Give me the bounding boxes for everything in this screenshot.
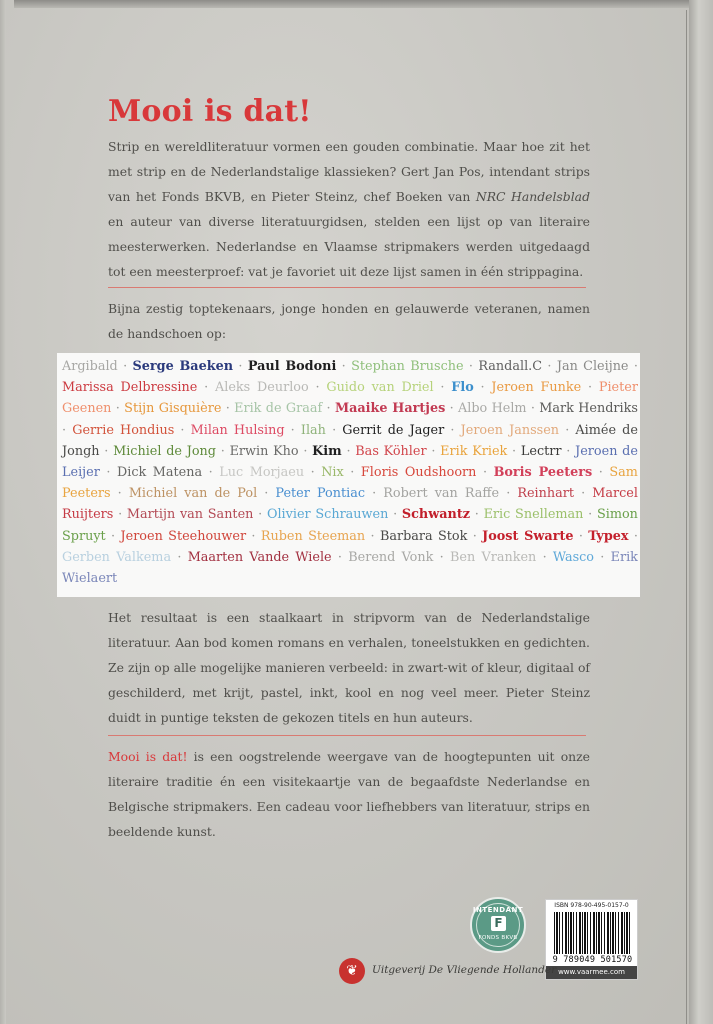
name-separator: · — [507, 443, 521, 459]
name-separator: · — [628, 359, 638, 374]
name-separator: · — [365, 486, 384, 502]
name-separator: · — [473, 380, 492, 396]
artist-name: Stijn Gisquière — [124, 401, 222, 417]
artist-name: Gerrie Hondius — [72, 422, 175, 438]
name-separator: · — [628, 528, 638, 544]
name-separator: · — [322, 401, 335, 417]
name-separator: · — [304, 465, 322, 481]
artist-name: Milan Hulsing — [190, 422, 285, 438]
name-separator: · — [257, 486, 276, 502]
artist-name: Stephan Brusche — [351, 359, 464, 374]
intro-italic: NRC Handelsblad — [475, 189, 591, 204]
artist-name: Ben Vranken — [450, 549, 537, 565]
barcode-bars — [554, 912, 632, 954]
name-separator: · — [433, 380, 452, 396]
artist-name: Schwantz — [401, 507, 471, 523]
divider-rule — [108, 735, 586, 736]
artist-name: Lectrr — [520, 443, 562, 459]
name-separator: · — [444, 422, 461, 438]
name-separator: · — [559, 422, 576, 438]
artist-name: Marcel Ruijters — [62, 486, 638, 523]
name-separator: · — [113, 507, 127, 523]
name-separator: · — [365, 528, 380, 544]
intro-text-1: Strip en wereldliteratuur vormen een gouden combinatie. Maar hoe zit het met strip en de Nederlandstalige klassieken? Gert Jan Pos, intendant strips van het Fonds BKVB, en Pieter Steinz, chef Boeken van — [108, 139, 590, 204]
name-separator: · — [246, 528, 261, 544]
artist-name: Jeroen Steehouwer — [120, 528, 247, 544]
artist-name: Typex — [588, 528, 629, 544]
publisher-name: Uitgeverij De Vliegende Hollander — [372, 964, 557, 976]
name-separator: · — [561, 443, 576, 459]
artist-name: Jeroen de Leijer — [62, 443, 638, 481]
name-separator: · — [197, 380, 215, 396]
name-separator: · — [573, 528, 589, 544]
artist-name: Luc Morjaeu — [219, 465, 305, 481]
artist-name: Bas Köhler — [355, 443, 427, 459]
name-separator: · — [426, 443, 441, 459]
name-separator: · — [298, 443, 313, 459]
artist-name: Ilah — [300, 422, 326, 438]
book-spine — [689, 0, 713, 1024]
name-separator: · — [583, 507, 597, 523]
artist-name: Olivier Schrauwen — [266, 507, 389, 523]
name-separator: · — [526, 401, 540, 417]
artist-name: Peter Pontiac — [275, 486, 366, 502]
artist-name: Simon Spruyt — [62, 507, 638, 544]
closing-text: is een oogstrelende weergave van de hoogtepunten uit onze literaire traditie én een visitekaartje van de begaafdste Nederlandse en Belgische stripmakers. Een cadeau voor liefhebbers van literatuur, strips en beeldende kunst. — [108, 749, 591, 839]
artist-name: Ruben Steeman — [260, 528, 366, 544]
name-separator: · — [476, 465, 494, 481]
isbn-text: ISBN 978-90-495-0157-0 — [554, 902, 629, 909]
artist-name: Guido van Driel — [326, 380, 434, 396]
name-separator: · — [463, 359, 479, 374]
artist-name: Floris Oudshoorn — [360, 465, 477, 481]
barcode-number: 9 789049 501570 — [552, 955, 633, 965]
artist-name: Michiel de Jong — [113, 443, 216, 459]
artist-name: Michiel van de Pol — [128, 486, 258, 502]
artist-name: Aimée de Jongh — [62, 422, 638, 459]
name-separator: · — [445, 401, 459, 417]
name-separator: · — [331, 549, 349, 565]
artist-name: Gerrit de Jager — [342, 422, 445, 438]
name-separator: · — [62, 422, 73, 438]
name-separator: · — [433, 549, 450, 565]
artist-name: Erik Kriek — [440, 443, 508, 459]
closing-highlight: Mooi is dat! — [108, 749, 188, 764]
name-separator: · — [581, 380, 599, 396]
artist-name: Reinhart — [517, 486, 575, 502]
name-separator: · — [574, 486, 593, 502]
publisher-url: www.vaarmee.com — [546, 966, 637, 979]
name-separator: · — [110, 486, 129, 502]
artist-name: Maaike Hartjes — [334, 401, 446, 417]
artist-name: Berend Vonk — [348, 549, 434, 565]
divider-rule — [108, 287, 586, 288]
name-separator: · — [202, 465, 220, 481]
artist-name: Pieter Geenen — [62, 380, 638, 417]
name-separator: · — [388, 507, 402, 523]
name-separator: · — [467, 528, 483, 544]
lead-paragraph: Bijna zestig toptekenaars, jonge honden en gelauwerde veteranen, namen de handschoen op: — [108, 301, 590, 341]
artist-name: Nix — [321, 465, 344, 481]
closing-paragraph — [108, 744, 590, 844]
artist-name: Erwin Kho — [229, 443, 299, 459]
name-separator: · — [111, 401, 125, 417]
artist-name: Erik de Graaf — [234, 401, 323, 417]
name-separator: · — [105, 528, 121, 544]
intro-text-2: en auteur van diverse literatuurgidsen, stelden een lijst op van literaire meesterwerken. Nederlandse en Vlaamse stripmakers werden uitgedaagd tot een meesterproef: vat je favoriet uit deze lijst samen in één strippagina. — [108, 214, 590, 279]
badge-top-text: INTENDANT — [472, 906, 524, 914]
top-edge — [14, 0, 704, 8]
name-separator: · — [594, 549, 611, 565]
name-separator: · — [542, 359, 557, 374]
artist-list — [62, 356, 638, 589]
name-separator: · — [499, 486, 518, 502]
badge-bottom-text: FONDS BKVB — [478, 935, 518, 941]
name-separator: · — [343, 465, 361, 481]
artist-name: Erik Wielaert — [62, 549, 638, 587]
artist-name: Flo — [451, 380, 474, 396]
name-separator: · — [536, 549, 553, 565]
name-separator: · — [99, 443, 114, 459]
publisher-logo-icon: ❦ — [339, 958, 365, 984]
artist-name: Albo Helm — [458, 401, 527, 417]
name-separator: · — [253, 507, 267, 523]
artist-name: Martijn van Santen — [126, 507, 254, 523]
name-separator: · — [592, 465, 610, 481]
name-separator: · — [284, 422, 301, 438]
intendant-badge — [470, 897, 526, 953]
artist-name: Serge Baeken — [132, 359, 234, 374]
artist-name: Kim — [312, 443, 342, 459]
name-separator: · — [174, 422, 191, 438]
badge-letter: F — [491, 916, 506, 931]
name-separator: · — [233, 359, 248, 374]
artist-name: Argibald — [62, 359, 118, 374]
artist-name: Wasco — [552, 549, 595, 565]
body-paragraph: Het resultaat is een staalkaart in stripvorm van de Nederlandstalige literatuur. Aan bod komen romans en verhalen, toneelstukken en gedichten. Ze zijn op alle mogelijke manieren verbeeld: in zwart-wit of kleur, digitaal of geschilderd, met krijt, pastel, inkt, kool en nog veel meer. Pieter Steinz duidt in puntige teksten de gekozen titels en hun auteurs. — [108, 610, 590, 725]
artist-name: Paul Bodoni — [247, 359, 337, 374]
artist-name: Dick Matena — [116, 465, 203, 481]
artist-name: Jan Cleijne — [556, 359, 629, 374]
name-separator: · — [216, 443, 230, 459]
name-separator: · — [341, 443, 356, 459]
name-separator: · — [325, 422, 343, 438]
book-title: Mooi is dat! — [108, 94, 312, 129]
artist-name: Maarten Vande Wiele — [187, 549, 332, 565]
artist-name: Robert van Raffe — [383, 486, 500, 502]
artist-name: Eric Snelleman — [483, 507, 584, 523]
name-separator: · — [221, 401, 235, 417]
name-separator: · — [99, 465, 117, 481]
name-separator: · — [336, 359, 352, 374]
artist-name: Barbara Stok — [379, 528, 468, 544]
name-separator: · — [171, 549, 188, 565]
artist-name: Randall.C — [478, 359, 543, 374]
artist-name: Gerben Valkema — [62, 549, 172, 565]
artist-name: Joost Swarte — [482, 528, 574, 544]
barcode — [545, 899, 638, 980]
name-separator: · — [470, 507, 484, 523]
artist-name: Marissa Delbressine — [62, 380, 198, 396]
left-edge — [0, 0, 6, 1024]
name-separator: · — [117, 359, 133, 374]
spine-line — [686, 10, 687, 1024]
intro-paragraph — [108, 134, 590, 284]
artist-name: Aleks Deurloo — [214, 380, 309, 396]
artist-name: Jeroen Funke — [491, 380, 582, 396]
artist-name: Mark Hendriks — [539, 401, 638, 417]
name-separator: · — [308, 380, 327, 396]
artist-name: Jeroen Janssen — [460, 422, 560, 438]
artist-name: Sam Peeters — [62, 465, 638, 502]
artist-name: Boris Peeters — [493, 465, 593, 481]
